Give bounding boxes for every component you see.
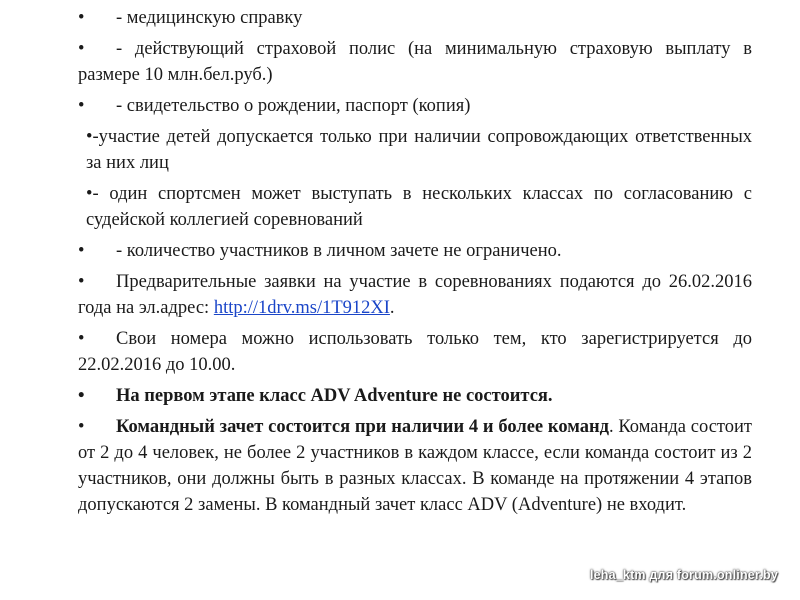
list-item bbox=[78, 238, 752, 264]
list-item bbox=[78, 326, 752, 378]
list-item-text: - свидетельство о рождении, паспорт (копия) bbox=[116, 96, 471, 116]
bullet: • bbox=[78, 417, 85, 437]
list-item bbox=[78, 269, 752, 321]
list-item bbox=[78, 5, 752, 31]
list-item bbox=[86, 124, 752, 176]
list-item-text: - медицинскую справку bbox=[116, 8, 303, 28]
bullet: • bbox=[78, 8, 85, 28]
list-item-text: На первом этапе класс ADV Adventure не состоится. bbox=[116, 386, 553, 406]
list-item-text: - действующий страховой полис (на минимальную страховую выплату в размере 10 млн.бел.руб.) bbox=[78, 39, 752, 85]
bullet: • bbox=[86, 184, 93, 204]
list-item-text: - один спортсмен может выступать в нескольких классах по согласованию с судейской коллегией соревнований bbox=[86, 184, 752, 230]
bullet: • bbox=[78, 241, 85, 261]
list-item-text: -участие детей допускается только при наличии сопровождающих ответственных за них лиц bbox=[86, 127, 752, 173]
list-item bbox=[78, 414, 752, 518]
bullet: • bbox=[78, 329, 85, 349]
watermark: leha_ktm для forum.onliner.by bbox=[589, 568, 778, 582]
list-item-bold-text: Командный зачет состоится при наличии 4 и более команд bbox=[116, 417, 609, 437]
document-body bbox=[78, 5, 752, 523]
bullet: • bbox=[78, 96, 85, 116]
list-item-text: Предварительные заявки на участие в соревнованиях подаются до 26.02.2016 года на эл.адрес: bbox=[78, 272, 752, 318]
list-item bbox=[86, 181, 752, 233]
bullet: • bbox=[78, 39, 85, 59]
list-item bbox=[78, 36, 752, 88]
list-item-text: Свои номера можно использовать только тем, кто зарегистрируется до 22.02.2016 до 10.00. bbox=[78, 329, 752, 375]
bullet: • bbox=[78, 386, 85, 406]
list-item-text-end: . bbox=[389, 298, 395, 318]
bullet: • bbox=[78, 272, 85, 292]
list-item bbox=[78, 93, 752, 119]
list-item bbox=[78, 383, 752, 409]
list-item-text: . Команда состоит от 2 до 4 человек, не более 2 участников в каждом классе, если команда состоит из 2 участников, они должны быть в разных классах. В команде на протяжении 4 этапов допускаются 2 замены. В командный зачет класс ADV (Adventure) не входит. bbox=[78, 417, 752, 515]
bullet: • bbox=[86, 127, 93, 147]
email-link[interactable]: http://1drv.ms/1T912XI bbox=[213, 298, 390, 318]
list-item-text: - количество участников в личном зачете не ограничено. bbox=[116, 241, 562, 261]
